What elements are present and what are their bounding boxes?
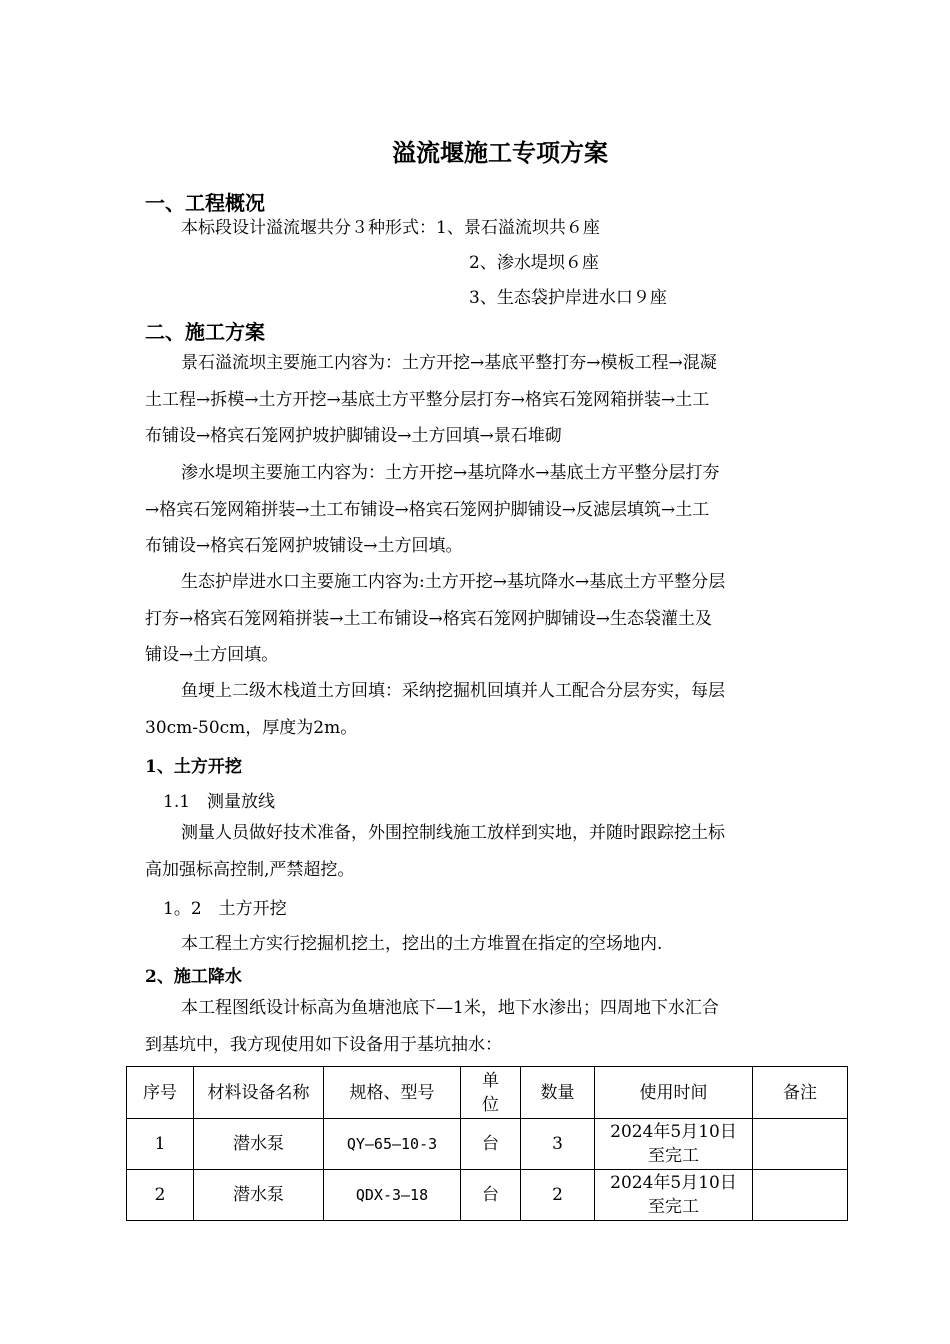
paragraph-earthwork: 本工程土方实行挖掘机挖土，挖出的土方堆置在指定的空场地内.	[181, 934, 663, 954]
subheading-earthwork: 1。2 土方开挖	[163, 899, 287, 919]
table-cell: 潜水泵	[194, 1119, 324, 1170]
paragraph-dewatering	[145, 990, 719, 1063]
table-row	[127, 1119, 848, 1170]
section-heading-plan: 二、施工方案	[145, 320, 265, 344]
paragraph-boardwalk-backfill	[145, 673, 725, 746]
text-line: 鱼埂上二级木栈道土方回填：采纳挖掘机回填并人工配合分层夯实，每层	[181, 681, 725, 701]
table-cell	[753, 1170, 848, 1221]
text-line: 到基坑中，我方现使用如下设备用于基坑抽水：	[145, 1034, 502, 1055]
overview-item-3: 3、生态袋护岸进水口９座	[469, 288, 667, 308]
heading-earthwork-excavation: 1、土方开挖	[145, 757, 242, 777]
header-cell: 序号	[127, 1067, 194, 1119]
text-line: 布铺设→格宾石笼网护坡铺设→土方回填。	[145, 536, 463, 556]
header-cell: 材料设备名称	[194, 1067, 324, 1119]
header-cell: 备注	[753, 1067, 848, 1119]
header-cell: 单位	[461, 1067, 521, 1119]
table-cell: 台	[461, 1119, 521, 1170]
header-cell: 规格、型号	[324, 1067, 461, 1119]
subheading-survey-layout: 1.1 测量放线	[163, 792, 276, 812]
table-cell: 2	[521, 1170, 595, 1221]
text-line: 渗水堤坝主要施工内容为：土方开挖→基坑降水→基底土方平整分层打夯	[181, 463, 720, 483]
text-line: 本工程图纸设计标高为鱼塘池底下—1米，地下水渗出；四周地下水汇合	[181, 998, 719, 1018]
header-cell: 使用时间	[595, 1067, 753, 1119]
text-line: 铺设→土方回填。	[145, 645, 279, 665]
equipment-table	[126, 1066, 848, 1221]
text-line: 测量人员做好技术准备，外围控制线施工放样到实地，并随时跟踪挖土标	[181, 823, 725, 843]
overview-intro: 本标段设计溢流堰共分３种形式：1、景石溢流坝共６座	[181, 218, 600, 238]
paragraph-survey-layout	[145, 815, 725, 888]
text-line: 布铺设→格宾石笼网护坡护脚铺设→土方回填→景石堆砌	[145, 426, 562, 446]
table-cell: 1	[127, 1119, 194, 1170]
paragraph-eco-bank-inlet	[145, 564, 725, 674]
table-cell: 2024年5月10日至完工	[595, 1119, 753, 1170]
table-cell: 3	[521, 1119, 595, 1170]
table-cell: QDX-3—18	[324, 1170, 461, 1221]
table-row	[127, 1170, 848, 1221]
paragraph-seepage-dam	[145, 455, 720, 565]
section-heading-overview: 一、工程概况	[145, 191, 265, 215]
table-cell: 潜水泵	[194, 1170, 324, 1221]
text-line: 30cm-50cm，厚度为2m。	[145, 717, 358, 738]
header-cell: 数量	[521, 1067, 595, 1119]
table-cell	[753, 1119, 848, 1170]
text-line: 高加强标高控制,严禁超挖。	[145, 859, 355, 880]
text-line: →格宾石笼网箱拼装→土工布铺设→格宾石笼网护脚铺设→反滤层填筑→土工	[145, 499, 710, 520]
table-cell: 2024年5月10日至完工	[595, 1170, 753, 1221]
text-line: 打夯→格宾石笼网箱拼装→土工布铺设→格宾石笼网护脚铺设→生态袋灌土及	[145, 608, 712, 629]
document-title: 溢流堰施工专项方案	[392, 138, 608, 167]
text-line: 生态护岸进水口主要施工内容为:土方开挖→基坑降水→基底土方平整分层	[181, 572, 726, 592]
table-cell: 2	[127, 1170, 194, 1221]
text-line: 土工程→拆模→土方开挖→基底土方平整分层打夯→格宾石笼网箱拼装→土工	[145, 389, 710, 410]
text-line: 景石溢流坝主要施工内容为：土方开挖→基底平整打夯→模板工程→混凝	[181, 353, 717, 373]
table-header-row	[127, 1067, 848, 1119]
overview-item-2: 2、渗水堤坝６座	[469, 253, 599, 273]
paragraph-landscape-stone-dam	[145, 345, 717, 455]
table-cell: QY—65—10-3	[324, 1119, 461, 1170]
table-cell: 台	[461, 1170, 521, 1221]
heading-dewatering: 2、施工降水	[145, 967, 242, 987]
